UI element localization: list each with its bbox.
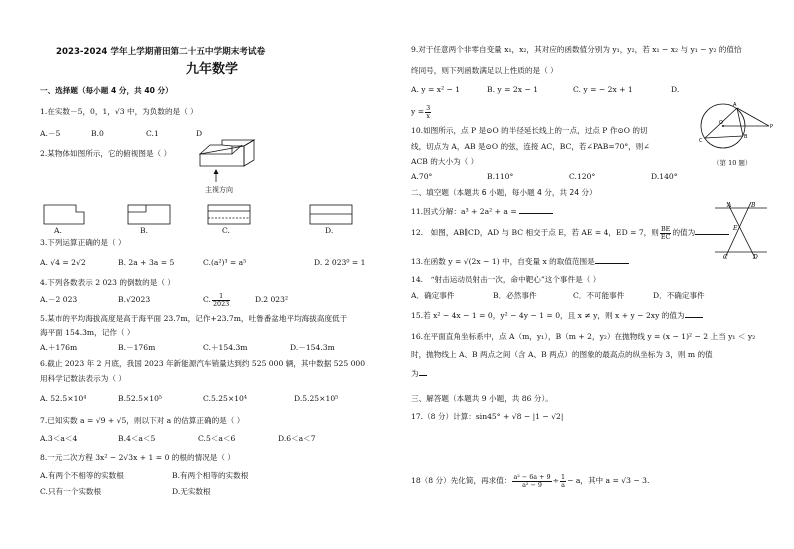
q4-c-denominator: 2023 xyxy=(212,299,230,308)
q7-option-d: D.6＜a＜7 xyxy=(278,434,316,443)
q2-option-c: C. xyxy=(222,226,230,235)
q2-option-a: A. xyxy=(54,226,62,235)
q14-option-b: B．必然事件 xyxy=(493,291,537,300)
q1-option-a: A.－5 xyxy=(40,129,61,138)
q12-label-a: A xyxy=(727,202,732,209)
q12-label-e: E xyxy=(733,225,738,232)
q2-stem: 2.某物体如图所示，它的俯视图是（ ） xyxy=(40,149,172,158)
q10-option-d: D.140° xyxy=(651,172,678,181)
q16-answer-blank[interactable] xyxy=(419,368,427,376)
q14-stem: 14. “射击运动员射击一次，命中靶心”这个事件是（ ） xyxy=(411,275,601,284)
q2-solid-figure xyxy=(196,136,266,184)
q11-answer-blank[interactable] xyxy=(519,206,553,214)
q2-option-b: B. xyxy=(140,226,148,235)
section3-heading: 三、解答题（本题共 9 小题，共 86 分）。 xyxy=(411,394,553,403)
q9-option-a: A. y = x² − 1 xyxy=(411,85,461,94)
q1-option-c: C.1 xyxy=(146,129,159,138)
svg-text:A: A xyxy=(733,102,737,108)
q13-text: 13.在函数 y = √(2x − 1) 中，自变量 x 的取值范围是 xyxy=(411,256,629,267)
q4-option-d: D.2 023² xyxy=(255,295,289,304)
q4-stem: 4.下列各数表示 2 023 的倒数的是（ ） xyxy=(40,278,175,287)
q17-text: 17.（8 分）计算：sin45° + √8 − |1 − √2| xyxy=(411,412,564,421)
q7-option-b: B.4＜a＜5 xyxy=(118,434,156,443)
q8-option-d: D.无实数根 xyxy=(172,487,211,496)
q12-label-b: B xyxy=(751,202,756,209)
q3-option-a: A. √4 = 2√2 xyxy=(40,258,86,267)
subject-title: 九年数学 xyxy=(186,62,239,77)
right-column xyxy=(397,0,794,549)
q1-option-d: D xyxy=(196,129,203,138)
svg-text:B: B xyxy=(744,134,748,140)
q4-option-a: A.－2 023 xyxy=(40,295,78,304)
q3-stem: 3.下列运算正确的是（ ） xyxy=(40,238,126,247)
q2-view-direction-label: 主视方向 xyxy=(205,186,233,194)
q6-option-b: B.52.5×10⁵ xyxy=(118,394,162,403)
q12-label-d: D xyxy=(753,254,758,260)
q6-option-d: D.5.25×10⁵ xyxy=(294,394,339,403)
q9-d-numerator: 3 xyxy=(426,103,431,112)
q9-option-c: C. y = − 2x + 1 xyxy=(573,85,633,94)
q4-option-c: C. $\frac{1}{2023}$ xyxy=(203,291,230,308)
q14-option-c: C．不可能事件 xyxy=(573,291,625,300)
q7-option-a: A.3＜a＜4 xyxy=(40,434,78,443)
q14-option-d: D．不确定事件 xyxy=(653,291,705,300)
q6-line2: 用科学记数法表示为（ ） xyxy=(40,374,126,383)
q12-label-c: C xyxy=(723,254,728,260)
q10-option-b: B.110° xyxy=(487,172,514,181)
q10-line1: 10.如图所示，点 P 是⊙O 的半径延长线上的一点，过点 P 作⊙O 的切 xyxy=(411,126,648,135)
q8-option-a: A.有两个不相等的实数根 xyxy=(40,471,124,480)
q5-option-a: A.＋176m xyxy=(40,343,78,352)
q18-text: 18（8 分）先化简，再求值： $\frac{\text{a² − 6a + 9}}{\text{a² − 9}}$ ÷ $\frac{1}{a}$ − a，其中 a = √3 − 3. xyxy=(411,472,650,489)
q16-line2: 时，抛物线上 A、B 两点之间（含 A、B 两点）的图象的最高点的纵坐标为 3，则 m 的值 xyxy=(411,350,713,359)
section2-heading: 二、填空题（本题共 6 小题，每小题 4 分，共 24 分） xyxy=(411,188,597,197)
q9-d-denominator: x xyxy=(426,111,430,120)
q10-line2: 线，切点为 A，AB 是⊙O 的弦，连接 AC，BC，若∠PAB=70°，则∠ xyxy=(411,142,650,151)
q8-option-b: B.有两个相等的实数根 xyxy=(172,471,249,480)
svg-text:C: C xyxy=(699,138,703,144)
q13-answer-blank[interactable] xyxy=(595,256,629,264)
q1-option-b: B.0 xyxy=(91,129,104,138)
q12-parallel-lines-figure xyxy=(713,200,769,260)
section1-heading: 一、选择题（每小题 4 分，共 40 分） xyxy=(40,86,173,95)
q5-option-b: B.－176m xyxy=(118,343,156,352)
exam-title: 2023-2024 学年上学期莆田第二十五中学期末考试卷 xyxy=(56,47,266,57)
q2-option-d: D. xyxy=(325,226,334,235)
q5-option-d: D.－154.3m xyxy=(290,343,335,352)
q6-option-c: C.5.25×10⁴ xyxy=(203,394,247,403)
q2-options-figures xyxy=(42,200,382,228)
q1-stem: 1.在实数－5，0，1，√3 中，为负数的是（ ） xyxy=(40,107,198,116)
q9-option-d: D. xyxy=(671,85,680,94)
q9-option-b: B. y = 2x − 1 xyxy=(487,85,539,94)
q3-option-c: C.(a²)³ = a⁵ xyxy=(203,258,247,267)
q10-figure-caption: （第 10 题） xyxy=(713,159,752,167)
q3-option-d: D. 2 023⁰ = 1 xyxy=(314,258,366,267)
q10-circle-figure xyxy=(697,94,777,158)
q14-option-a: A．确定事件 xyxy=(411,291,455,300)
q10-line3: ACB 的大小为（ ） xyxy=(411,157,479,166)
q11-text: 11.因式分解：a³ + 2a² + a = xyxy=(411,206,553,217)
q9-line1: 9.对于任意两个非零自变量 x₁，x₂，其对应的函数值分别为 y₁，y₂，若 x₁ − x₂ 与 y₁ − y₂ 的值恰 xyxy=(411,45,742,54)
svg-text:O: O xyxy=(719,120,723,126)
svg-text:P: P xyxy=(770,124,774,130)
q10-option-a: A.70° xyxy=(411,172,433,181)
q4-option-b: B.√2023 xyxy=(118,295,151,304)
q4-c-numerator: 1 xyxy=(212,293,230,301)
q10-option-c: C.120° xyxy=(569,172,596,181)
q9-line2: 终同号，则下列函数满足以上性质的是（ ） xyxy=(411,66,558,75)
q7-option-c: C.5＜a＜6 xyxy=(198,434,236,443)
q15-text: 15.若 x² − 4x − 1 = 0，y² − 4y − 1 = 0，且 x ≠ y，则 x + y − 2xy 的值为 xyxy=(411,310,703,321)
q9-option-d-formula: y = $\frac{3}{x}$ xyxy=(411,103,431,120)
q3-option-b: B. 2a + 3a = 5 xyxy=(118,258,175,267)
q15-answer-blank[interactable] xyxy=(685,310,703,318)
q6-option-a: A. 52.5×10⁴ xyxy=(40,394,87,403)
q6-line1: 6.截止 2023 年 2 月底，我国 2023 年新能源汽车销量达到约 525 000 辆，其中数据 525 000 xyxy=(40,359,366,368)
q7-stem: 7.已知实数 a = √9 + √5，则以下对 a 的估算正确的是（ ） xyxy=(40,416,245,425)
q16-line3: 为 xyxy=(411,368,427,379)
q5-line1: 5.某市的平均海拔高度是高于海平面 23.7m，记作+23.7m，吐鲁番盆地平均海拔高度低于 xyxy=(40,314,348,323)
q16-line1: 16.在平面直角坐标系中，点 A（m，y₁），B（m + 2，y₂）在抛物线 y = (x − 1)² − 2 上当 y₁ ＜ y₂ xyxy=(411,332,756,341)
q5-option-c: C.＋154.3m xyxy=(203,343,248,352)
q8-option-c: C.只有一个实数根 xyxy=(40,487,102,496)
q12-text: 12. 如图，AB∥CD，AD 与 BC 相交于点 E，若 AE = 4，ED = 7，则 $\frac{BE}{EC}$ 的值为 xyxy=(411,222,729,244)
q8-stem: 8.一元二次方程 3x² − 2√3x + 1 = 0 的根的情况是（ ） xyxy=(40,453,235,462)
q5-line2: 海平面 154.3m，记作（ ） xyxy=(40,328,135,337)
